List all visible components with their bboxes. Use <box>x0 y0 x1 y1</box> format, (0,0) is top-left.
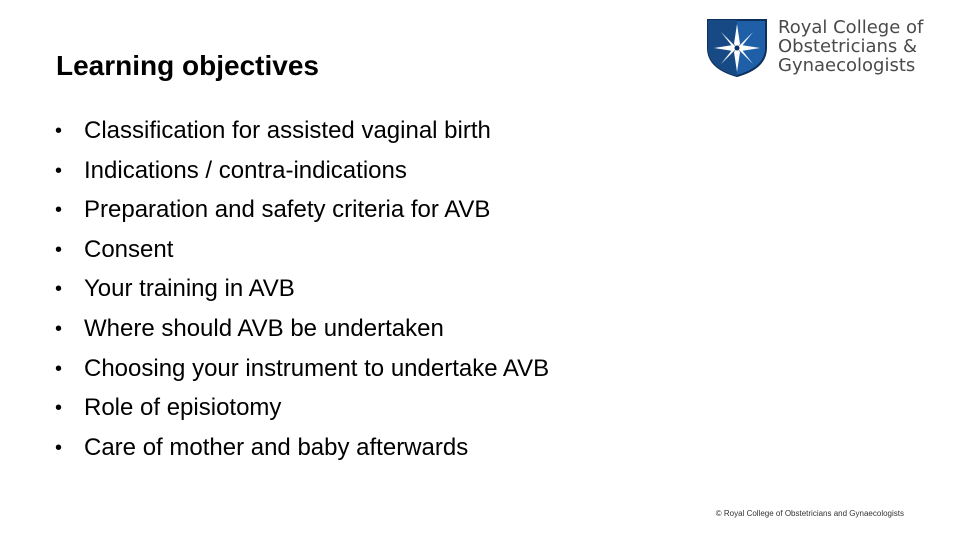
bullet-icon: • <box>55 397 63 420</box>
objective-item <box>55 116 549 156</box>
bullet-icon: • <box>55 199 63 222</box>
objective-text: Role of episiotomy <box>84 394 282 422</box>
objective-text: Preparation and safety criteria for AVB <box>84 196 491 224</box>
objective-item <box>55 354 549 394</box>
compass-star-shield-icon <box>706 18 768 78</box>
bullet-icon: • <box>55 436 63 459</box>
objective-item <box>55 314 549 354</box>
logo-line: Royal College of <box>778 17 924 38</box>
bullet-icon: • <box>55 278 63 301</box>
objective-text: Consent <box>84 235 174 263</box>
objective-text: Where should AVB be undertaken <box>84 314 444 342</box>
objective-text: Classification for assisted vaginal birth <box>84 117 491 144</box>
objective-text: Choosing your instrument to undertake AVB <box>84 354 550 382</box>
logo-line: Obstetricians & <box>778 36 918 57</box>
objective-text: Care of mother and baby afterwards <box>84 433 469 461</box>
logo-wordmark <box>778 18 923 75</box>
objective-item <box>55 195 549 235</box>
objective-text: Your training in AVB <box>84 275 295 303</box>
objective-item <box>55 393 549 433</box>
objective-text: Indications / contra-indications <box>84 156 407 184</box>
objective-item <box>55 274 549 314</box>
objective-item <box>55 433 549 473</box>
bullet-icon: • <box>55 238 63 261</box>
copyright-footer: © Royal College of Obstetricians and Gynaecologists <box>715 509 904 518</box>
bullet-icon: • <box>55 159 63 182</box>
bullet-icon: • <box>55 120 63 142</box>
bullet-icon: • <box>55 357 63 380</box>
logo-line: Gynaecologists <box>778 55 916 76</box>
bullet-icon: • <box>55 317 63 340</box>
objectives-list <box>55 116 549 472</box>
rcog-logo <box>706 18 938 78</box>
slide-title: Learning objectives <box>56 50 319 81</box>
objective-item <box>55 156 549 196</box>
objective-item <box>55 235 549 275</box>
